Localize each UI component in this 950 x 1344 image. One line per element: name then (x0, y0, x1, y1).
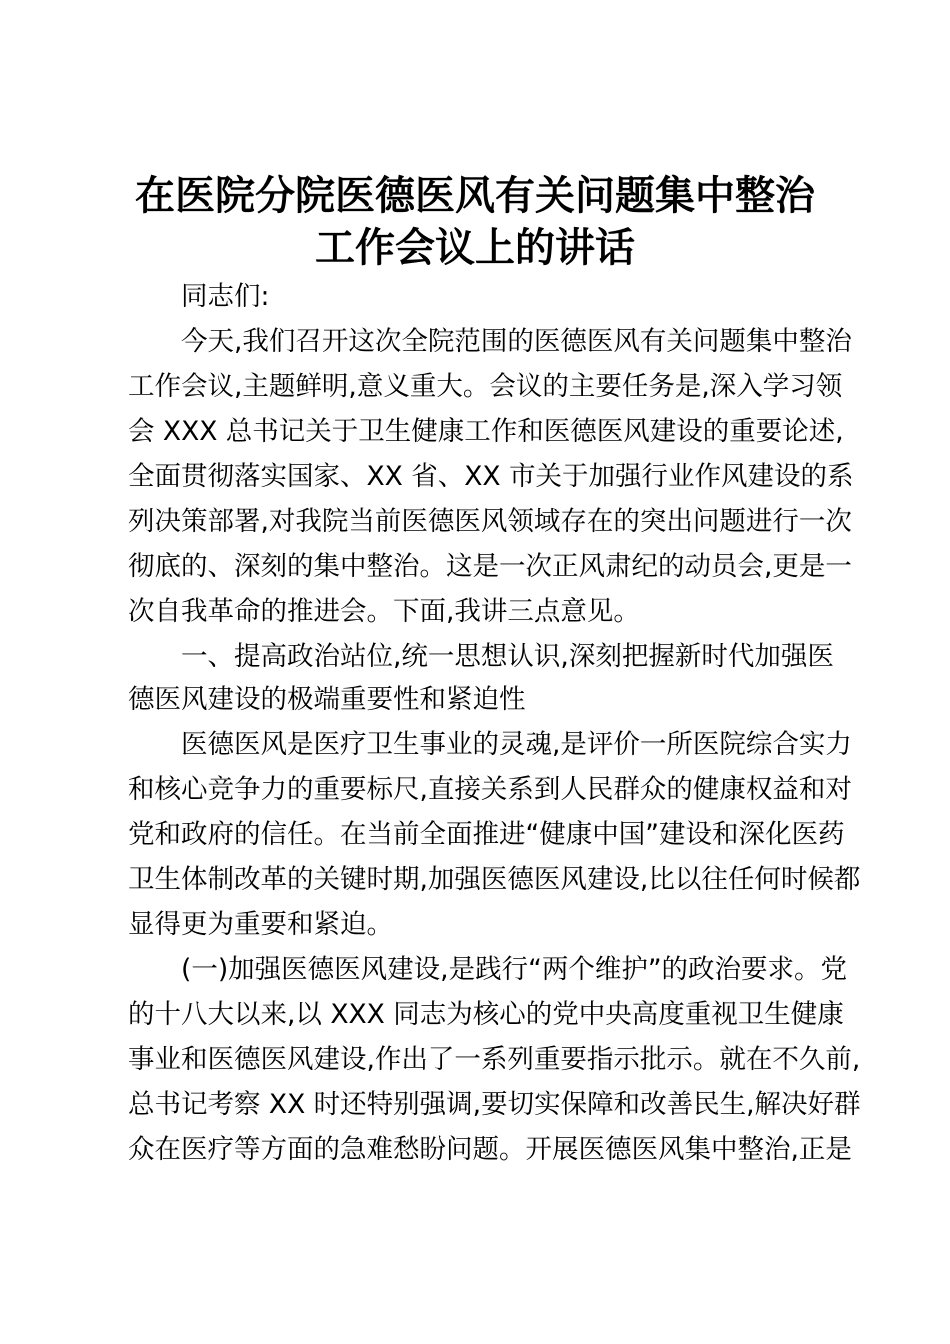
body-line: 医德医风是医疗卫生事业的灵魂,是评价一所医院综合实力 (128, 729, 852, 760)
body-line: 和核心竞争力的重要标尺,直接关系到人民群众的健康权益和对 (128, 774, 852, 805)
body-line: 工作会议,主题鲜明,意义重大。会议的主要任务是,深入学习领 (128, 371, 843, 402)
body-line: 列决策部署,对我院当前医德医风领域存在的突出问题进行一次 (128, 506, 852, 537)
body-line: 全面贯彻落实国家、XX 省、XX 市关于加强行业作风建设的系 (128, 461, 854, 492)
body-line: 次自我革命的推进会。下面,我讲三点意见。 (128, 596, 640, 627)
body-line: 事业和医德医风建设,作出了一系列重要指示批示。就在不久前, (128, 1044, 861, 1075)
body-line: 党和政府的信任。在当前全面推进“健康中国”建设和深化医药 (128, 819, 845, 850)
body-line: 彻底的、深刻的集中整治。这是一次正风肃纪的动员会,更是一 (128, 551, 852, 582)
document-title-line-1: 在医院分院医德医风有关问题集中整治 (135, 173, 815, 219)
body-line: 的十八大以来,以 XXX 同志为核心的党中央高度重视卫生健康 (128, 999, 844, 1030)
document-title-line-2: 工作会议上的讲话 (315, 225, 635, 271)
body-line: 总书记考察 XX 时还特别强调,要切实保障和改善民生,解决好群 (128, 1089, 861, 1120)
body-line: 会 XXX 总书记关于卫生健康工作和医德医风建设的重要论述, (128, 416, 844, 447)
salutation: 同志们: (128, 281, 270, 312)
section-heading-line: 德医风建设的极端重要性和紧迫性 (128, 684, 526, 715)
body-line: 显得更为重要和紧迫。 (128, 909, 393, 940)
body-line: 今天,我们召开这次全院范围的医德医风有关问题集中整治 (128, 326, 852, 357)
body-line: (一)加强医德医风建设,是践行“两个维护”的政治要求。党 (128, 954, 848, 985)
section-heading-line: 一、提高政治站位,统一思想认识,深刻把握新时代加强医 (128, 641, 834, 672)
body-line: 卫生体制改革的关键时期,加强医德医风建设,比以往任何时候都 (128, 864, 861, 895)
body-line: 众在医疗等方面的急难愁盼问题。开展医德医风集中整治,正是 (128, 1134, 852, 1165)
